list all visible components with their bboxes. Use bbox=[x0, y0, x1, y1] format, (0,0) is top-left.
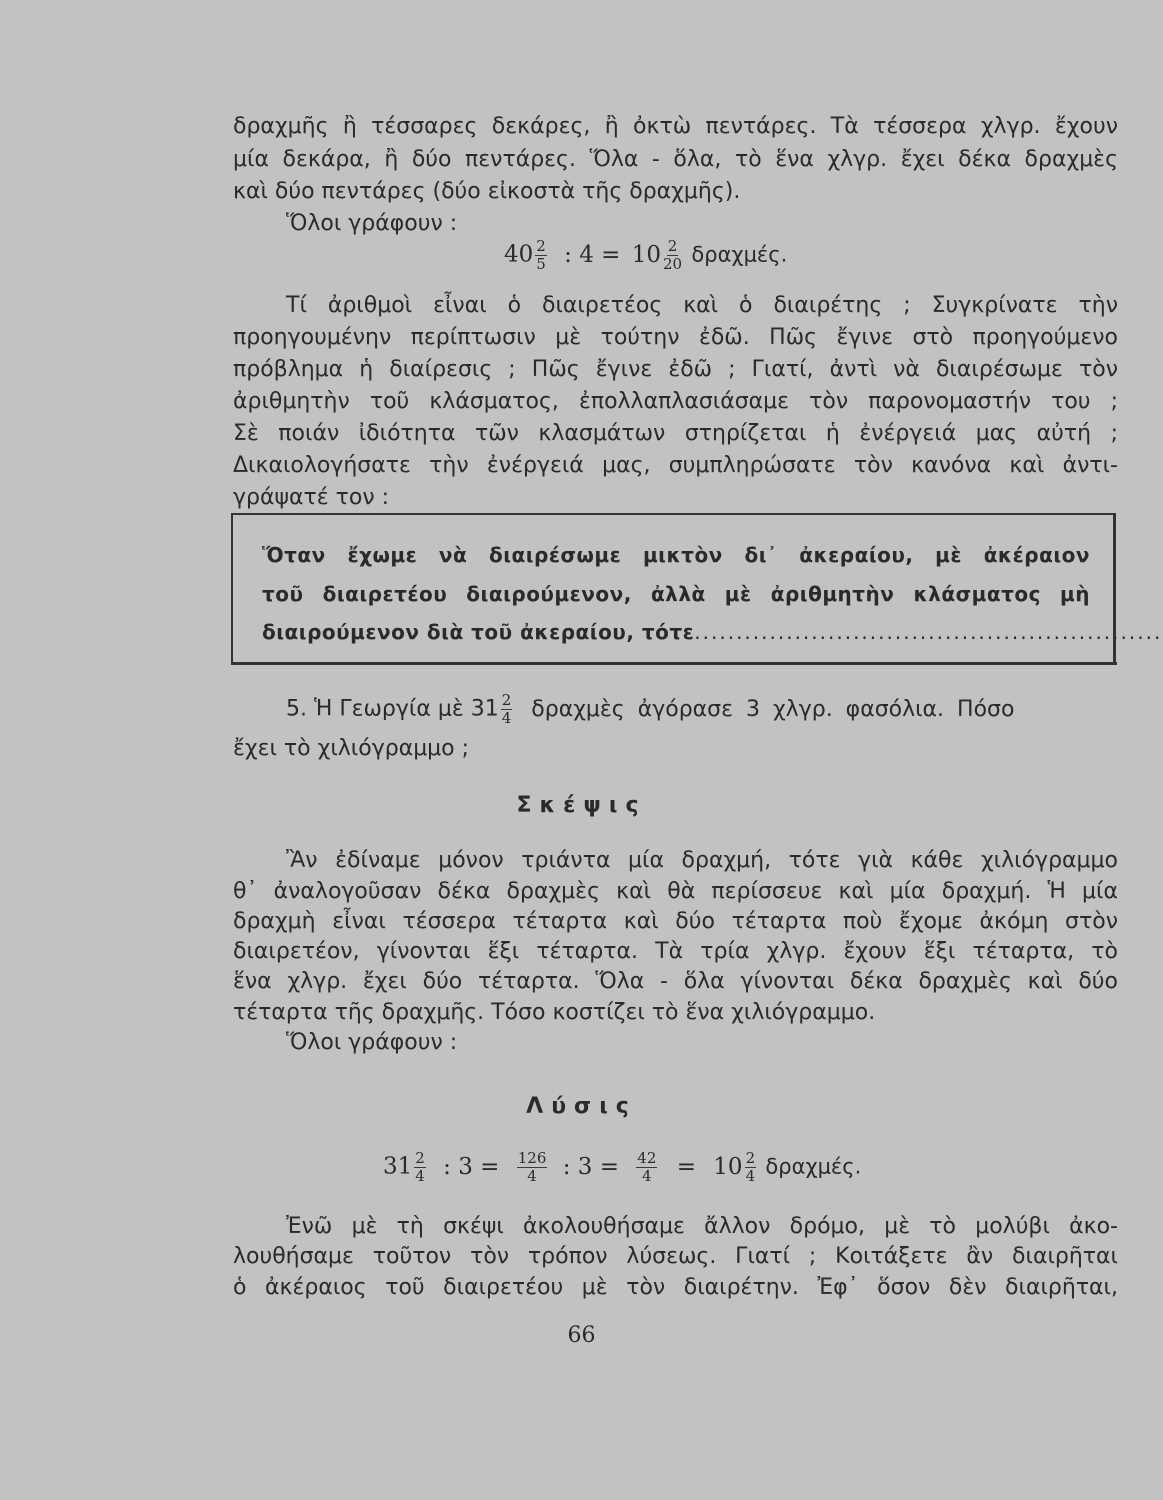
rule-line-2: τοῦ διαιρετέου διαιρούμενον, ἀλλὰ μὲ ἀριθμητὴν κλάσματος μὴ bbox=[262, 582, 1090, 606]
paragraph-4-line-1: Ἐνῶ μὲ τὴ σκέψι ἀκολουθήσαμε ἄλλον δρόμο, μὲ τὸ μολύβι ἀκο- bbox=[286, 1214, 1118, 1239]
paragraph-3-line-4: διαιρετέον, γίνονται ἕξι τέταρτα. Τὰ τρία χλγρ. ἔχουν ἕξι τέταρτα, τὸ bbox=[233, 939, 1118, 964]
rule-box-bottom-border bbox=[231, 662, 1117, 665]
eq1-numerator-b: 2 bbox=[667, 237, 678, 255]
eq2-numerator-b: 126 bbox=[517, 1149, 547, 1167]
eq2-fraction-a bbox=[414, 1150, 426, 1185]
all-write-label: Ὅλοι γράφουν : bbox=[286, 211, 458, 236]
eq2-denominator-c: 4 bbox=[642, 1167, 652, 1185]
paragraph-1-line-2: μία δεκάρα, ἢ δύο πεντάρες. Ὅλα - ὅλα, τὸ ἕνα χλγρ. ἔχει δέκα δραχμὲς bbox=[233, 147, 1118, 172]
paragraph-3-line-6: τέταρτα τῆς δραχμῆς. Τόσο κοστίζει τὸ ἕνα χιλιόγραμμο. bbox=[233, 1000, 876, 1025]
eq2-whole-d: 10 bbox=[713, 1153, 743, 1180]
paragraph-3-line-5: ἕνα χλγρ. ἔχει δύο τέταρτα. Ὅλα - ὅλα γίνονται δέκα δραχμὲς καὶ δύο bbox=[233, 969, 1118, 994]
paragraph-4-line-2: λουθήσαμε τοῦτον τὸν τρόπον λύσεως. Γιατί ; Κοιτάξετε ἂν διαιρῆται bbox=[233, 1244, 1118, 1269]
paragraph-2-line-2: προηγουμένην περίπτωσιν μὲ τούτην ἐδῶ. Πῶς ἔγινε στὸ προηγούμενο bbox=[233, 325, 1118, 350]
paragraph-2-line-5: Σὲ ποιάν ἰδιότητα τῶν κλασμάτων στηρίζεται ἡ ἐνέργειά μας αὐτή ; bbox=[233, 421, 1118, 446]
rule-line-3-text: διαιρούμενον διὰ τοῦ ἀκεραίου, τότε bbox=[262, 620, 695, 644]
eq1-unit: δραχμές. bbox=[691, 242, 788, 267]
paragraph-2-line-7: γράψατέ τον : bbox=[233, 485, 390, 510]
all-write-label-2: Ὅλοι γράφουν : bbox=[286, 1030, 458, 1055]
equation-1 bbox=[504, 238, 787, 273]
paragraph-1-line-1: δραχμῆς ἢ τέσσαρες δεκάρες, ἢ ὀκτὼ πεντάρες. Τὰ τέσσερα χλγρ. ἔχουν bbox=[233, 114, 1118, 139]
eq1-fraction-b bbox=[663, 238, 682, 273]
heading-thinking: Σκέψις bbox=[516, 793, 647, 818]
eq2-denominator-a: 4 bbox=[415, 1167, 425, 1185]
paragraph-2-line-1: Τί ἀριθμοὶ εἶναι ὁ διαιρετέος καὶ ὁ διαιρέτης ; Συγκρίνατε τὴν bbox=[286, 293, 1118, 318]
eq2-operator-3: = bbox=[676, 1153, 696, 1180]
eq2-operator-2: : 3 = bbox=[562, 1153, 619, 1180]
eq1-operator: : 4 = bbox=[564, 241, 621, 268]
eq2-numerator-a: 2 bbox=[415, 1149, 425, 1167]
page-number: 66 bbox=[567, 1323, 596, 1348]
eq2-denominator-d: 4 bbox=[745, 1167, 756, 1185]
paragraph-3-line-3: δραχμὴ εἶναι τέσσερα τέταρτα καὶ δύο τέταρτα ποὺ ἔχομε ἀκόμη στὸν bbox=[233, 909, 1118, 934]
rule-line-1: Ὅταν ἔχωμε νὰ διαιρέσωμε μικτὸν δι᾽ ἀκεραίου, μὲ ἀκέραιον bbox=[262, 543, 1090, 567]
rule-fill-dots: ........................................................ bbox=[694, 620, 1163, 644]
equation-2 bbox=[383, 1150, 861, 1185]
problem-5-start: 5. Ἡ Γεωργία μὲ 31 bbox=[286, 696, 499, 722]
eq2-numerator-c: 42 bbox=[637, 1149, 657, 1167]
rule-line-3 bbox=[262, 617, 1163, 647]
eq2-fraction-c bbox=[636, 1150, 657, 1185]
problem-5-line-2: ἔχει τὸ χιλιόγραμμο ; bbox=[233, 736, 470, 761]
eq1-numerator-a: 2 bbox=[536, 237, 546, 255]
eq1-denominator-a: 5 bbox=[536, 255, 546, 273]
problem-5-fraction bbox=[501, 692, 513, 727]
paragraph-2-line-6: Δικαιολογήσατε τὴν ἐνέργειά μας, συμπληρώσατε τὸν κανόνα καὶ ἀντι- bbox=[233, 453, 1118, 478]
paragraph-1-line-3: καὶ δύο πεντάρες (δύο εἰκοστὰ τῆς δραχμῆς). bbox=[233, 179, 741, 204]
eq2-operator-1: : 3 = bbox=[443, 1153, 500, 1180]
eq1-whole-b: 10 bbox=[631, 241, 662, 268]
eq2-fraction-d bbox=[745, 1150, 757, 1185]
eq1-denominator-b: 20 bbox=[663, 255, 683, 273]
heading-solution: Λύσις bbox=[526, 1094, 637, 1119]
eq1-fraction-a bbox=[535, 238, 547, 273]
problem-5-denominator: 4 bbox=[501, 709, 512, 727]
paragraph-2-line-4: ἀριθμητὴν τοῦ κλάσματος, ἐπολλαπλασιάσαμε τὸν παρονομαστήν του ; bbox=[233, 389, 1118, 414]
problem-5-rest: δραχμὲς ἀγόρασε 3 χλγρ. φασόλια. Πόσο bbox=[531, 696, 1015, 722]
problem-5-line-1 bbox=[286, 692, 1118, 727]
paragraph-3-line-1: Ἂν ἐδίναμε μόνον τριάντα μία δραχμή, τότε γιὰ κάθε χιλιόγραμμο bbox=[286, 848, 1118, 873]
paragraph-4-line-3: ὁ ἀκέραιος τοῦ διαιρετέου μὲ τὸν διαιρέτην. Ἐφ᾽ ὅσον δὲν διαιρῆται, bbox=[233, 1275, 1118, 1300]
eq2-whole-a: 31 bbox=[383, 1153, 413, 1180]
paragraph-2-line-3: πρόβλημα ἡ διαίρεσις ; Πῶς ἔγινε ἐδῶ ; Γιατί, ἀντὶ νὰ διαιρέσωμε τὸν bbox=[233, 357, 1118, 382]
eq2-unit: δραχμές. bbox=[765, 1154, 862, 1179]
eq2-fraction-b bbox=[517, 1150, 548, 1185]
paragraph-3-line-2: θ᾽ ἀναλογοῦσαν δέκα δραχμὲς καὶ θὰ περίσσευε καὶ μία δραχμή. Ἡ μία bbox=[233, 879, 1118, 904]
eq2-numerator-d: 2 bbox=[745, 1149, 756, 1167]
problem-5-numerator: 2 bbox=[501, 691, 512, 709]
eq2-denominator-b: 4 bbox=[527, 1167, 537, 1185]
eq1-whole-a: 40 bbox=[504, 241, 534, 268]
